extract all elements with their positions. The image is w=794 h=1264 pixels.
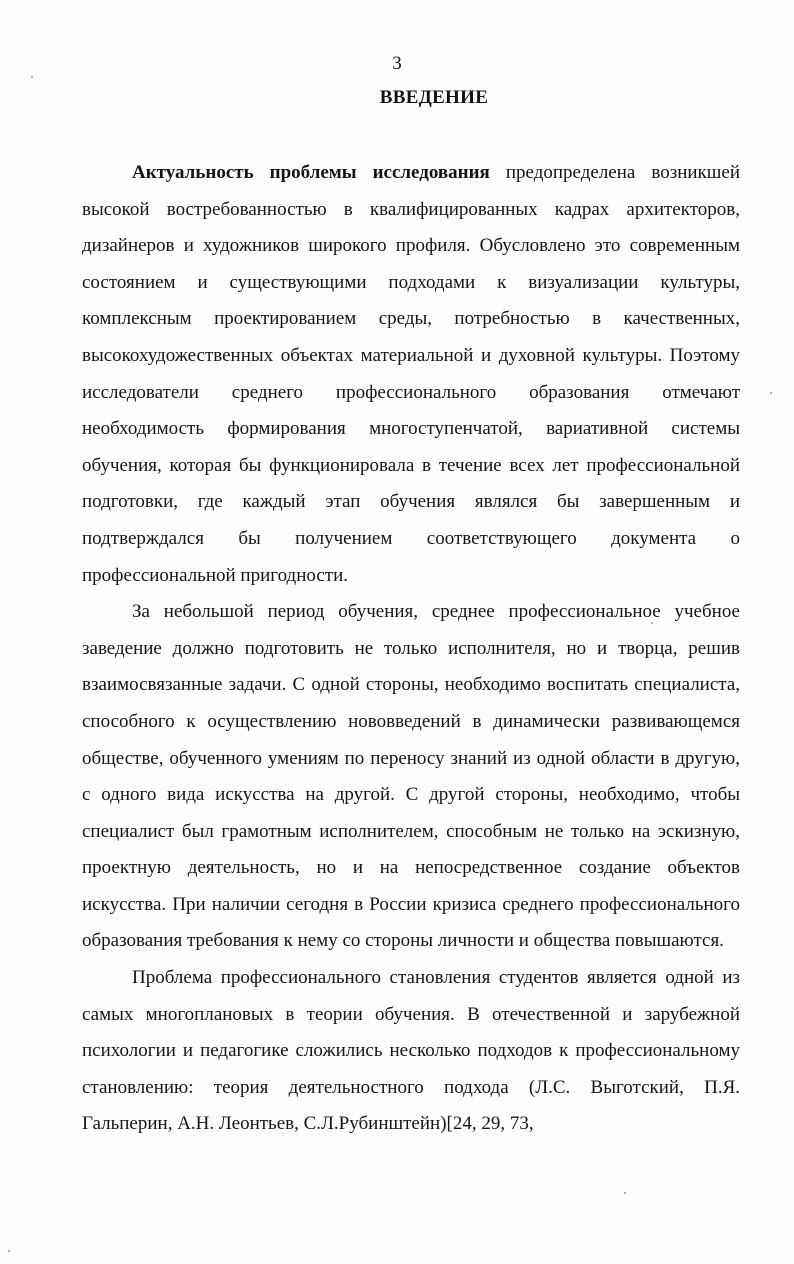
paragraph-relevance <box>82 155 740 594</box>
scan-speck <box>770 392 772 394</box>
paragraph-text: предопределена возникшей высокой востребованностью в квалифицированных кадрах архитекторов, дизайнеров и художников широкого профиля. Обусловлено это современным состоянием и существующими подходами к визуализации культуры, комплексным проектированием среды, потребностью в качественных, высокохудожественных объектах материальной и духовной культуры. Поэтому исследователи среднего профессионального образования отмечают необходимость формирования многоступенчатой, вариативной системы обучения, которая бы функционировала в течение всех лет профессиональной подготовки, где каждый этап обучения являлся бы завершенным и подтверждался бы получением соответствующего документа о профессиональной пригодности. <box>82 162 740 586</box>
paragraph-training-period: За небольшой период обучения, среднее профессиональное учебное заведение должно подготовить не только исполнителя, но и творца, решив взаимосвязанные задачи. С одной стороны, необходимо воспитать специалиста, способного к осуществлению нововведений в динамически развивающемся обществе, обученного умениям по переносу знаний из одной области в другую, с одного вида искусства на другой. С другой стороны, необходимо, чтобы специалист был грамотным исполнителем, способным не только на эскизную, проектную деятельность, но и на непосредственное создание объектов искусства. При наличии сегодня в России кризиса среднего профессионального образования требования к нему со стороны личности и общества повышаются. <box>82 601 740 952</box>
scan-speck <box>31 76 33 78</box>
page-number: 3 <box>392 53 402 74</box>
scan-speck <box>8 1250 10 1252</box>
paragraph-lead-bold: Актуальность проблемы исследования <box>132 162 490 183</box>
scan-speck <box>624 1192 626 1194</box>
section-heading: ВВЕДЕНИЕ <box>379 87 489 108</box>
scan-speck <box>651 622 653 624</box>
paragraph-professional-formation: Проблема профессионального становления студентов является одной из самых многоплановых в теории обучения. В отечественной и зарубежной психологии и педагогике сложились несколько подходов к профессиональному становлению: теория деятельностного подхода (Л.С. Выготский, П.Я. Гальперин, А.Н. Леонтьев, С.Л.Рубинштейн)[24, 29, 73, <box>82 967 740 1135</box>
body-text <box>82 155 740 1143</box>
